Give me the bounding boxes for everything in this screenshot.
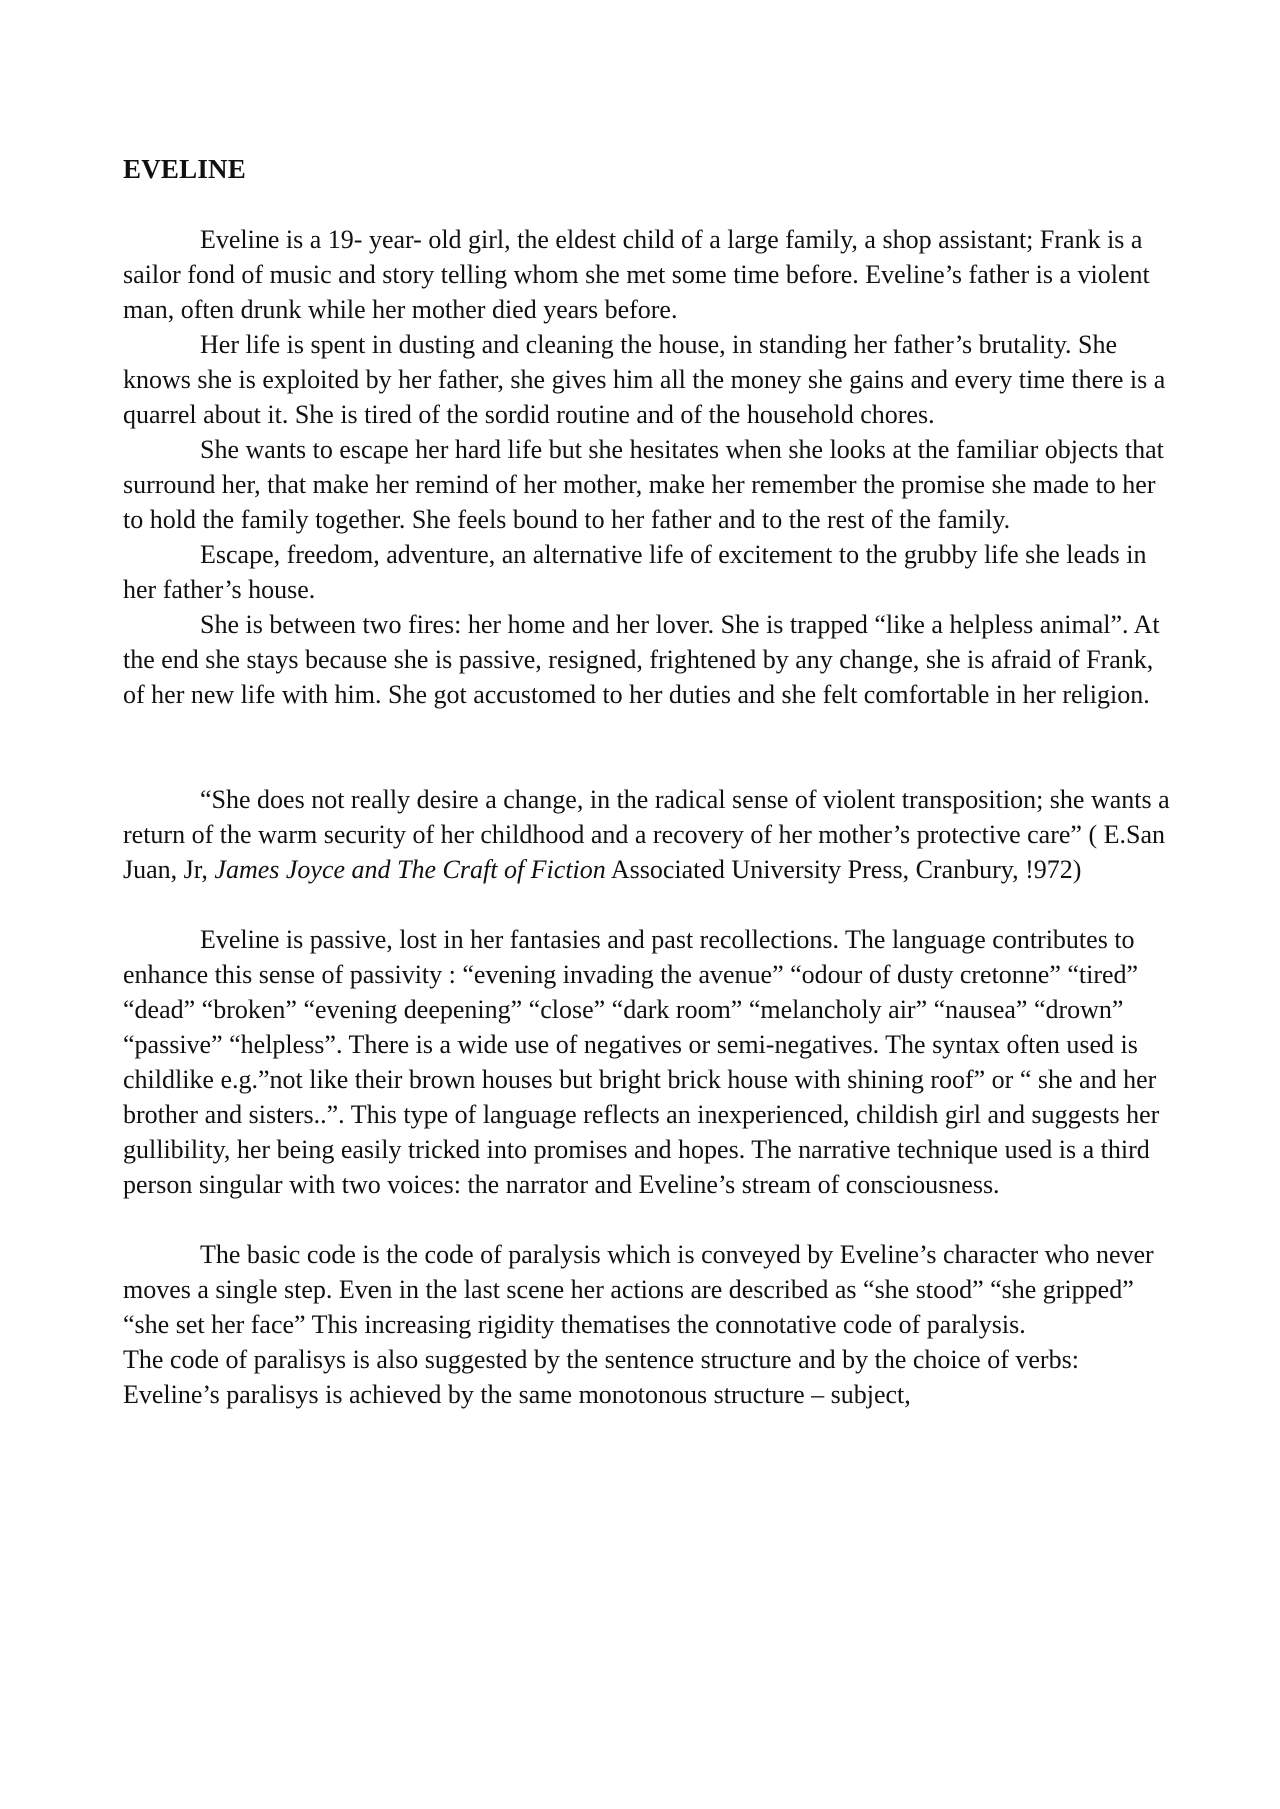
paragraph-escape-wish: She wants to escape her hard life but she hesitates when she looks at the familiar objects that surround her, that make her remind of her mother, make her remember the promise she made to her to hold the family together. She feels bound to her father and to the rest of the family. (123, 435, 1164, 534)
paragraph-passivity-language: Eveline is passive, lost in her fantasies and past recollections. The language contributes to enhance this sense of passivity : “evening invading the avenue” “odour of dusty cretonne” “tired” “dead” “broken” “evening deepening” “close” “dark room” “melancholy air” “nausea” “drown” “passive” “helpless”. There is a wide use of negatives or semi-negatives. The syntax often used is childlike e.g.”not like their brown houses but bright brick house with shining roof” or “ she and her brother and sisters..”. This type of language reflects an inexperienced, childish girl and suggests her gullibility, her being easily tricked into promises and hopes. The narrative technique used is a third person singular with two voices: the narrator and Eveline’s stream of consciousness. (123, 925, 1160, 1199)
spacer (123, 712, 1175, 782)
paragraph-intro: Eveline is a 19- year- old girl, the eldest child of a large family, a shop assistant; Frank is a sailor fond of music and story telling whom she met some time before. Eveline’s father is a violent man, often drunk while her mother died years before. (123, 225, 1150, 324)
paragraph-life: Her life is spent in dusting and cleaning the house, in standing her father’s brutality. She knows she is exploited by her father, she gives him all the money she gains and every time there is a quarrel about it. She is tired of the sordid routine and of the household chores. (123, 330, 1166, 429)
paragraph-two-fires: She is between two fires: her home and her lover. She is trapped “like a helpless animal”. At the end she stays because she is passive, resigned, frightened by any change, she is afraid of Frank, of her new life with him. She got accustomed to her duties and she felt comfortable in her religion. (123, 610, 1160, 709)
spacer (123, 887, 1175, 922)
quotation-book-title: James Joyce and The Craft of Fiction (214, 855, 606, 884)
paragraph-alternative-life: Escape, freedom, adventure, an alternative life of excitement to the grubby life she leads in her father’s house. (123, 540, 1147, 604)
paragraph-paralysis-code: The basic code is the code of paralysis which is conveyed by Eveline’s character who never moves a single step. Even in the last scene her actions are described as “she stood” “she gripped” “she set her face” This increasing rigidity thematises the connotative code of paralysis. (123, 1240, 1154, 1339)
spacer (123, 1202, 1175, 1237)
document-title: EVELINE (123, 154, 246, 184)
document-body (123, 152, 1175, 1412)
paragraph-sentence-structure: The code of paralisys is also suggested by the sentence structure and by the choice of verbs: Eveline’s paralisys is achieved by the same monotonous structure – subject, (123, 1345, 1079, 1409)
paragraph-quotation (123, 782, 1175, 887)
quotation-text: “She does not really desire a change, in the radical sense of violent transposition; she wants a return of the warm security of her childhood and a recovery of her mother’s protective care” ( E.San Juan, Jr, (123, 785, 1170, 884)
quotation-publisher: Associated University Press, Cranbury, !972) (605, 855, 1082, 884)
